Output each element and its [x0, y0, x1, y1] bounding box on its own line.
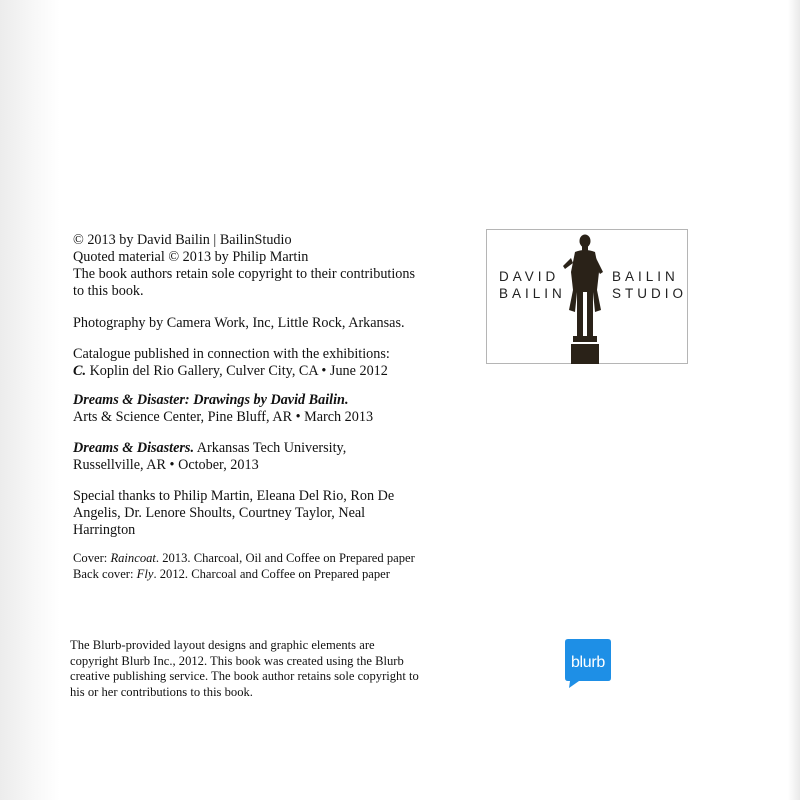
cover-credit [73, 550, 473, 566]
statue-figure-icon [559, 232, 611, 364]
cover-label: Cover: [73, 551, 111, 565]
copyright-line: © 2013 by David Bailin | BailinStudio [73, 232, 292, 248]
blurb-note-line: his or her contributions to this book. [70, 684, 253, 699]
blurb-note-line: creative publishing service. The book author retains sole copyright to [70, 669, 419, 683]
back-cover-title: Fly [136, 567, 154, 581]
cover-title: Raincoat [110, 551, 156, 565]
exhibition-2-title: Dreams & Disaster: Drawings by David Bailin. [73, 392, 349, 408]
photography-line: Photography by Camera Work, Inc, Little Rock, Arkansas. [73, 315, 405, 331]
exhibition-2-venue: Arts & Science Center, Pine Bluff, AR • March 2013 [73, 409, 374, 425]
logo-word-bailin-left: BAILIN [499, 286, 566, 301]
copyright-paragraph [73, 232, 473, 300]
copyright-line: Quoted material © 2013 by Philip Martin [73, 249, 309, 265]
blurb-logo-text: blurb [570, 654, 606, 671]
copyright-line: The book authors retain sole copyright to their contributions [73, 266, 416, 282]
back-cover-credit [73, 566, 473, 582]
back-cover-label: Back cover: [73, 567, 137, 581]
exhibition-1-venue: Koplin del Rio Gallery, Culver City, CA • June 2012 [86, 363, 388, 379]
colophon-text [73, 232, 473, 582]
back-cover-details: . 2012. Charcoal and Coffee on Prepared paper [153, 567, 390, 581]
exhibition-2 [73, 392, 473, 426]
exhibition-3-venue: Arkansas Tech University, [194, 440, 347, 456]
copyright-line: to this book. [73, 283, 144, 299]
blurb-note-line: The Blurb-provided layout designs and graphic elements are [70, 638, 375, 652]
logo-word-david: DAVID [499, 269, 560, 284]
thanks-line: Harrington [73, 522, 136, 538]
thanks-paragraph [73, 488, 473, 539]
exhibition-1-initial: C. [73, 363, 87, 379]
blurb-copyright-note [70, 638, 490, 700]
blurb-note-line: copyright Blurb Inc., 2012. This book was created using the Blurb [70, 653, 404, 668]
exhibition-3-line2: Russellville, AR • October, 2013 [73, 457, 259, 473]
cover-credits [73, 550, 473, 582]
thanks-line: Angelis, Dr. Lenore Shoults, Courtney Taylor, Neal [73, 505, 366, 521]
exhibition-3-title: Dreams & Disasters. [73, 440, 194, 456]
exhibition-3 [73, 440, 473, 474]
cover-details: . 2013. Charcoal, Oil and Coffee on Prepared paper [155, 551, 415, 565]
exhibition-1 [73, 363, 473, 380]
thanks-line: Special thanks to Philip Martin, Eleana Del Rio, Ron De [73, 488, 395, 504]
logo-word-studio: STUDIO [612, 286, 688, 301]
photography-credit [73, 315, 473, 332]
catalogue-paragraph [73, 346, 473, 380]
page-gutter-shadow [0, 0, 60, 800]
bailin-studio-logo [486, 229, 688, 364]
exhibition-3-line1 [73, 440, 473, 457]
logo-word-bailin-right: BAILIN [612, 269, 679, 284]
blurb-logo [561, 638, 615, 688]
catalogue-intro: Catalogue published in connection with the exhibitions: [73, 346, 390, 362]
page-edge-shadow [788, 0, 800, 800]
